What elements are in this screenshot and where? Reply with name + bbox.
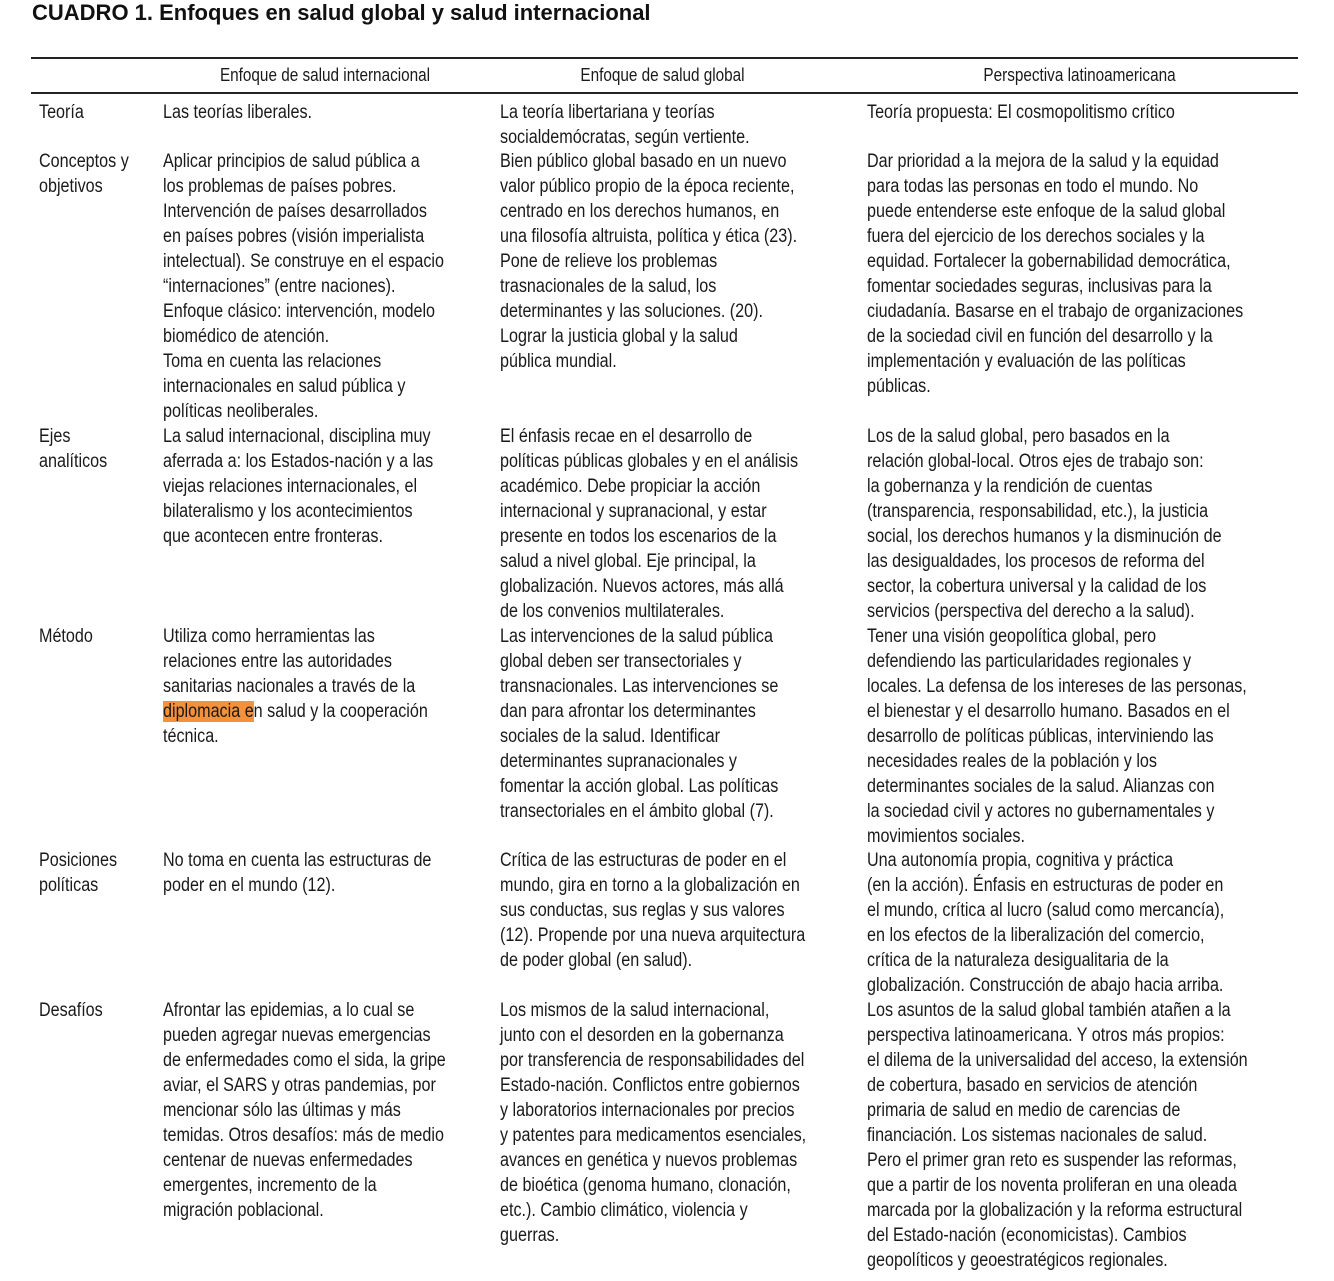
text-line: el bienestar y el desarrollo humano. Basados en el [867,701,1230,722]
text-line: en los efectos de la liberalización del comercio, [867,925,1205,946]
header-rule [31,92,1298,94]
text-line: presente en todos los escenarios de la [500,526,777,547]
text-line: Pero el primer gran reto es suspender las reformas, [867,1150,1237,1171]
text-line: La salud internacional, disciplina muy [163,426,431,447]
perspectiva-latinoamericana-cell [867,998,1248,1273]
text-line: poder en el mundo (12). [163,875,336,896]
salud-global-cell [500,100,750,150]
text-line: Teoría propuesta: El cosmopolitismo crítico [867,102,1175,123]
text-line: Desafíos [39,1000,103,1021]
text-line: Conceptos y [39,151,129,172]
text-line: viejas relaciones internacionales, el [163,476,418,497]
text-line: necesidades reales de la población y los [867,751,1157,772]
text-line: pública mundial. [500,351,617,372]
text-line: bilateralismo y los acontecimientos [163,501,413,522]
text-line: Enfoque clásico: intervención, modelo [163,301,436,322]
text-line: Los asuntos de la salud global también atañen a la [867,1000,1231,1021]
text-line: ciudadanía. Basarse en el trabajo de organizaciones [867,301,1244,322]
text-line: del Estado-nación (economicistas). Cambios [867,1225,1187,1246]
text-line: No toma en cuenta las estructuras de [163,850,432,871]
text-line: Intervención de países desarrollados [163,201,427,222]
text-line: la gobernanza y la rendición de cuentas [867,476,1153,497]
text-line: la sociedad civil y actores no gubernamentales y [867,801,1215,822]
perspectiva-latinoamericana-cell [867,848,1224,998]
text-line: relaciones entre las autoridades [163,651,392,672]
text-line: fomentar sociedades seguras, inclusivas para la [867,276,1212,297]
row-label [39,100,84,125]
column-header-salud-global: Enfoque de salud global [580,65,745,85]
text-line: Los mismos de la salud internacional, [500,1000,770,1021]
text-line: de enfermedades como el sida, la gripe [163,1050,446,1071]
text-line: sociales de la salud. Identificar [500,726,720,747]
text-line: en países pobres (visión imperialista [163,226,425,247]
text-line: locales. La defensa de los intereses de las personas, [867,676,1247,697]
text-line: de poder global (en salud). [500,950,693,971]
text-line: de cobertura, basado en servicios de atención [867,1075,1198,1096]
salud-global-cell [500,998,806,1248]
text-line: Tener una visión geopolítica global, pero [867,626,1157,647]
perspectiva-latinoamericana-cell [867,624,1247,849]
text-line: transnacionales. Las intervenciones se [500,676,779,697]
text-line: que a partir de los noventa proliferan en una oleada [867,1175,1237,1196]
text-line: El énfasis recae en el desarrollo de [500,426,753,447]
text-line: dan para afrontar los determinantes [500,701,756,722]
text-line: políticas públicas globales y en el análisis [500,451,799,472]
top-rule [31,57,1298,59]
text-line: Lograr la justicia global y la salud [500,326,738,347]
text-line: (12). Propende por una nueva arquitectura [500,925,806,946]
row-label [39,624,93,649]
text-line: “internaciones” (entre naciones). [163,276,396,297]
text-line: Bien público global basado en un nuevo [500,151,787,172]
text-line: emergentes, incremento de la [163,1175,377,1196]
text-line: global deben ser transectoriales y [500,651,742,672]
text-line: equidad. Fortalecer la gobernabilidad democrática, [867,251,1231,272]
salud-internacional-cell [163,100,312,125]
text-line: movimientos sociales. [867,826,1025,847]
text-line: de bioética (genoma humano, clonación, [500,1175,791,1196]
salud-global-cell [500,624,778,824]
text-line: de los convenios multilaterales. [500,601,725,622]
text-line: intelectual). Se construye en el espacio [163,251,445,272]
text-line: las desigualdades, los procesos de reforma del [867,551,1205,572]
text-line: globalización. Nuevos actores, más allá [500,576,784,597]
text-line: marcada por la globalización y la reforma estructural [867,1200,1243,1221]
text-line: crítica de la naturaleza desigualitaria de la [867,950,1169,971]
text-line: etc.). Cambio climático, violencia y [500,1200,748,1221]
text-line: los problemas de países pobres. [163,176,397,197]
text-line: temidas. Otros desafíos: más de medio [163,1125,444,1146]
text-line: trasnacionales de la salud, los [500,276,717,297]
text-line: transectoriales en el ámbito global (7). [500,801,774,822]
text-line: migración poblacional. [163,1200,324,1221]
salud-internacional-cell [163,424,433,549]
perspectiva-latinoamericana-cell [867,424,1222,624]
text-line: Ejes [39,426,71,447]
text-line: relación global-local. Otros ejes de trabajo son: [867,451,1204,472]
text-line: Dar prioridad a la mejora de la salud y la equidad [867,151,1219,172]
text-line: y patentes para medicamentos esenciales, [500,1125,807,1146]
text-line: sector, la cobertura universal y la calidad de los [867,576,1207,597]
text-line: para todas las personas en todo el mundo. No [867,176,1199,197]
text-line: y laboratorios internacionales por precios [500,1100,795,1121]
text-line: internacionales en salud pública y [163,376,406,397]
text-line: que acontecen entre fronteras. [163,526,383,547]
text-line: diplomacia en salud y la cooperación [163,701,428,722]
row-label [39,998,103,1023]
text-line: políticas neoliberales. [163,401,319,422]
text-line: mencionar sólo las últimas y más [163,1100,401,1121]
salud-internacional-cell [163,149,444,424]
text-line: públicas. [867,376,931,397]
column-header-perspectiva-latinoamericana: Perspectiva latinoamericana [983,65,1176,85]
text-line: avances en genética y nuevos problemas [500,1150,798,1171]
text-line: determinantes y las soluciones. (20). [500,301,764,322]
text-line: internacional y supranacional, y estar [500,501,767,522]
salud-internacional-cell [163,624,428,749]
text-line: por transferencia de responsabilidades del [500,1050,805,1071]
text-line: analíticos [39,451,108,472]
text-line: financiación. Los sistemas nacionales de salud. [867,1125,1208,1146]
text-line: implementación y evaluación de las políticas [867,351,1186,372]
text-line: sanitarias nacionales a través de la [163,676,416,697]
text-line: Teoría [39,102,84,123]
text-line: determinantes supranacionales y [500,751,738,772]
row-label [39,424,107,474]
salud-internacional-cell [163,848,431,898]
text-line: social, los derechos humanos y la disminución de [867,526,1222,547]
salud-global-cell [500,424,798,624]
text-line: Las intervenciones de la salud pública [500,626,773,647]
text-line: Posiciones [39,850,118,871]
text-line: centenar de nuevas enfermedades [163,1150,413,1171]
text-line: el mundo, crítica al lucro (salud como mercancía), [867,900,1225,921]
text-line: valor público propio de la época reciente, [500,176,795,197]
text-line: junto con el desorden en la gobernanza [500,1025,784,1046]
perspectiva-latinoamericana-cell [867,149,1243,399]
text-line: Las teorías liberales. [163,102,313,123]
salud-global-cell [500,149,797,374]
text-line: biomédico de atención. [163,326,330,347]
text-line: académico. Debe propiciar la acción [500,476,761,497]
column-header-salud-internacional: Enfoque de salud internacional [219,65,431,85]
text-line: (en la acción). Énfasis en estructuras de poder en [867,875,1224,896]
table-title: CUADRO 1. Enfoques en salud global y salud internacional [32,0,651,25]
text-line: geopolíticos y geoestratégicos regionales. [867,1250,1168,1271]
text-line: Pone de relieve los problemas [500,251,718,272]
text-line: puede entenderse este enfoque de la salud global [867,201,1226,222]
text-line: objetivos [39,176,103,197]
text-line: Los de la salud global, pero basados en la [867,426,1170,447]
text-line: aferrada a: los Estados-nación y a las [163,451,434,472]
text-line: fomentar la acción global. Las políticas [500,776,779,797]
highlighted-text: diplomacia e [163,701,254,722]
text-line: aviar, el SARS y otras pandemias, por [163,1075,436,1096]
text-line: técnica. [163,726,219,747]
text-line: Aplicar principios de salud pública a [163,151,420,172]
text-line: centrado en los derechos humanos, en [500,201,780,222]
text-line: socialdemócratas, según vertiente. [500,127,750,148]
text-line: Una autonomía propia, cognitiva y práctica [867,850,1174,871]
text-line: políticas [39,875,99,896]
text-line: desarrollo de políticas públicas, interviniendo las [867,726,1214,747]
text-line: el dilema de la universalidad del acceso, la extensión [867,1050,1248,1071]
text-line: de la sociedad civil en función del desarrollo y la [867,326,1213,347]
text-line: mundo, gira en torno a la globalización en [500,875,800,896]
text-line: sus conductas, sus reglas y sus valores [500,900,785,921]
salud-global-cell [500,848,805,973]
text-line: salud a nivel global. Eje principal, la [500,551,756,572]
text-line: Método [39,626,93,647]
text-line: una filosofía altruista, política y ética (23). [500,226,798,247]
text-line: globalización. Construcción de abajo hacia arriba. [867,975,1224,996]
text-line: Estado-nación. Conflictos entre gobiernos [500,1075,800,1096]
text-line: Crítica de las estructuras de poder en el [500,850,787,871]
text-line: perspectiva latinoamericana. Y otros más propios: [867,1025,1225,1046]
row-label [39,149,129,199]
text-line: fuera del ejercicio de los derechos sociales y la [867,226,1205,247]
text-line: Utiliza como herramientas las [163,626,375,647]
text-line: determinantes sociales de la salud. Alianzas con [867,776,1215,797]
text-line: pueden agregar nuevas emergencias [163,1025,431,1046]
text-line: primaria de salud en medio de carencias de [867,1100,1181,1121]
text-line: servicios (perspectiva del derecho a la salud). [867,601,1195,622]
text-line: La teoría libertariana y teorías [500,102,715,123]
salud-internacional-cell [163,998,446,1223]
row-label [39,848,117,898]
perspectiva-latinoamericana-cell [867,100,1175,125]
text-line: Afrontar las epidemias, a lo cual se [163,1000,415,1021]
text-line: Toma en cuenta las relaciones [163,351,382,372]
text-line: guerras. [500,1225,560,1246]
text-line: defendiendo las particularidades regionales y [867,651,1192,672]
text-line: (transparencia, responsabilidad, etc.), la justicia [867,501,1209,522]
